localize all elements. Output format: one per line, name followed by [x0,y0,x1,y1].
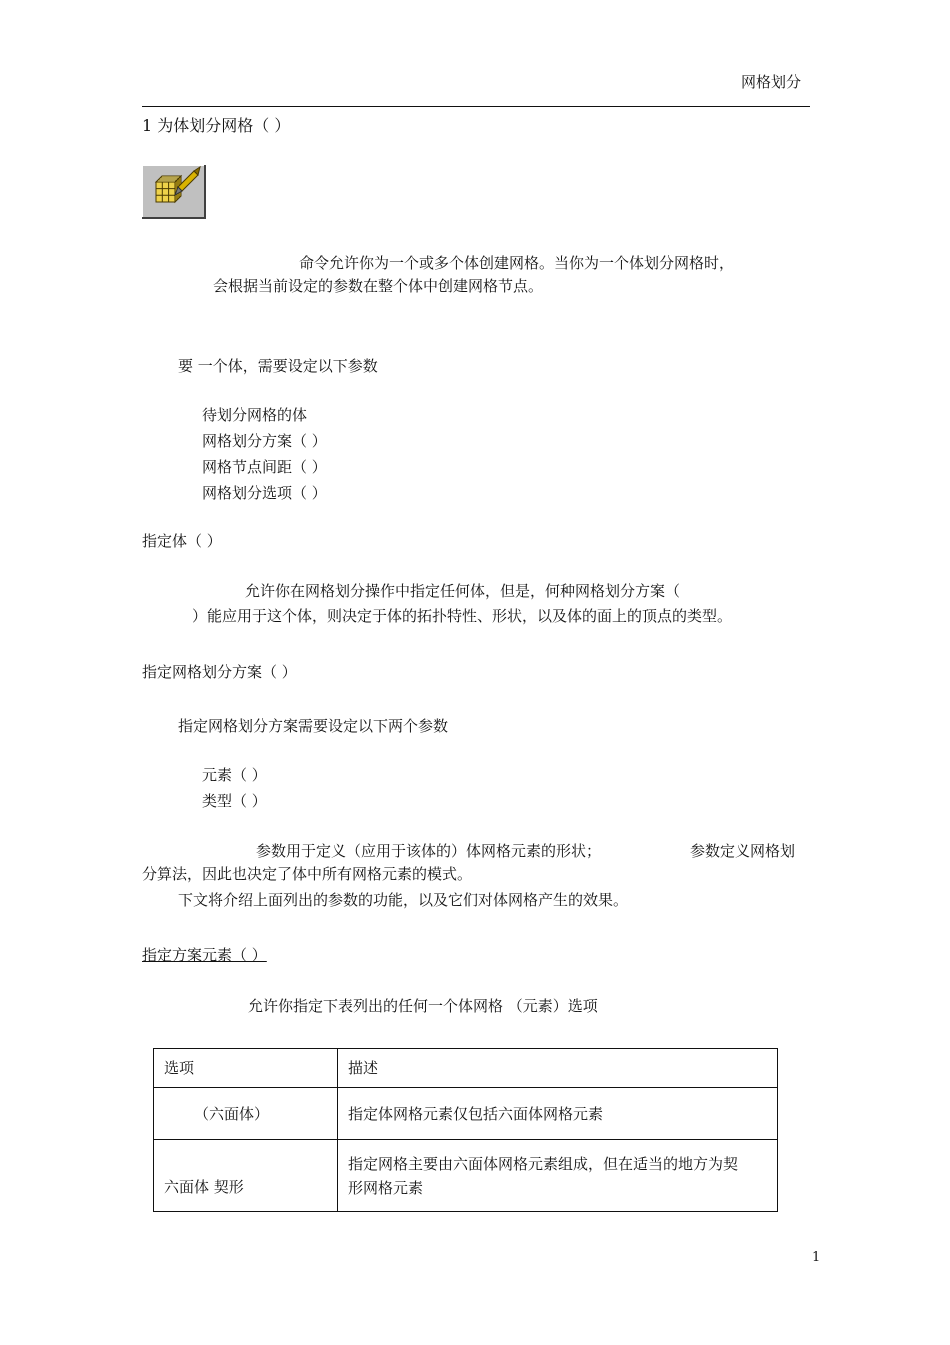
scheme-para-3: 下文将介绍上面列出的参数的功能，以及它们对体网格产生的效果。 [178,891,629,909]
header-rule [142,106,810,107]
mesh-volume-icon [142,165,206,219]
specify-volume-line-2: ）能应用于这个体，则决定于体的拓扑特性、形状，以及体的面上的顶点的类型。 [192,607,733,625]
table-header-option: 选项 [154,1049,338,1088]
scheme-item: 类型（ ） [202,792,267,810]
page-number: 1 [812,1250,821,1265]
param-item: 网格节点间距（ ） [202,458,327,476]
element-options-table [153,1048,778,1212]
scheme-para-2: 分算法，因此也决定了体中所有网格元素的模式。 [142,865,473,883]
intro-line-2: 会根据当前设定的参数在整个体中创建网格节点。 [213,277,544,295]
table-row [154,1088,778,1140]
header-title: 网格划分 [741,73,802,91]
specify-scheme-lead: 指定网格划分方案需要设定以下两个参数 [178,717,449,735]
specify-volume-heading: 指定体（ ） [142,532,222,550]
table-header-row [154,1049,778,1088]
section-heading: 1 为体划分网格（ ） [142,116,291,135]
intro-line-1: 命令允许你为一个或多个体创建网格。当你为一个体划分网格时， [299,254,735,272]
table-header-description: 描述 [338,1049,778,1088]
param-item: 网格划分方案（ ） [202,432,327,450]
specify-scheme-heading: 指定网格划分方案（ ） [142,663,297,681]
table-row [154,1140,778,1212]
option-text: 六面体 契形 [164,1178,244,1196]
param-item: 待划分网格的体 [202,406,308,424]
option-text: （六面体） [194,1104,270,1123]
table-cell-option [154,1088,338,1140]
description-text: 指定体网格元素仅包括六面体网格元素 [348,1104,604,1123]
table-cell-description [338,1140,778,1212]
scheme-para-1a: 参数用于定义（应用于该体的）体网格元素的形状； [256,842,602,860]
scheme-para-1b: 参数定义网格划 [690,842,796,860]
table-cell-description [338,1088,778,1140]
description-line-1: 指定网格主要由六面体网格元素组成，但在适当的地方为契 [348,1154,739,1173]
specify-elements-heading: 指定方案元素（ ） [142,946,267,964]
description-line-2: 形网格元素 [348,1178,424,1197]
param-item: 网格划分选项（ ） [202,484,327,502]
specify-elements-lead: 允许你指定下表列出的任何一个体网格 （元素）选项 [248,997,598,1015]
params-lead: 要 一个体，需要设定以下参数 [178,357,378,375]
specify-volume-line-1: 允许你在网格划分操作中指定任何体，但是，何种网格划分方案（ [245,582,681,600]
table-cell-option [154,1140,338,1212]
scheme-item: 元素（ ） [202,766,267,784]
